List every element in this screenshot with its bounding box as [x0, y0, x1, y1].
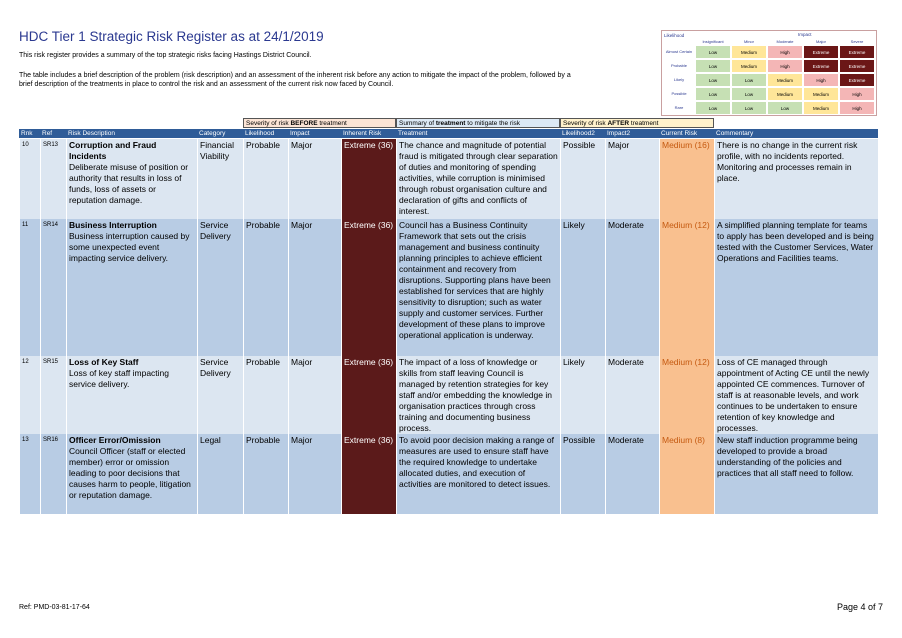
page-title: HDC Tier 1 Strategic Risk Register as at 24/1/2019	[19, 29, 324, 44]
cell-impact2: Moderate	[605, 219, 659, 356]
cell-commentary: Loss of CE managed through appointment of Acting CE until the newly appointed CE commences. Turnover of staff is at reasonable levels, and work continues to be undertaken to ensure retention of key knowledge and processes.	[714, 356, 878, 434]
col-description: Risk Description	[66, 129, 197, 138]
cell-current: Medium (16)	[659, 139, 714, 219]
col-rnk: Rnk	[19, 129, 40, 138]
cell-impact: Major	[288, 356, 341, 434]
cell-ref: SR16	[40, 434, 66, 514]
cell-impact: Major	[288, 434, 341, 514]
matrix-cell: Medium	[804, 88, 838, 100]
matrix-column-label: Minor	[743, 39, 754, 44]
matrix-row-label: Almost Certain	[665, 49, 693, 54]
risk-description-cell	[66, 219, 197, 356]
matrix-cell: High	[768, 60, 802, 72]
matrix-row-label: Possible	[671, 91, 687, 96]
col-impact: Impact	[288, 129, 341, 138]
cell-current: Medium (8)	[659, 434, 714, 514]
matrix-cell: Medium	[768, 74, 802, 86]
footer-reference: Ref: PMD-03-81-17-64	[19, 604, 90, 611]
risk-description: Council Officer (staff or elected member) error or omission leading to poor decisions that causes harm to people, litigation or reputation damage.	[69, 446, 191, 500]
cell-impact2: Moderate	[605, 356, 659, 434]
cell-ref: SR15	[40, 356, 66, 434]
matrix-cell: Medium	[732, 46, 766, 58]
risk-name: Business Interruption	[69, 220, 157, 230]
risk-description-cell	[66, 139, 197, 219]
cell-rnk: 11	[19, 219, 40, 356]
matrix-column-label: Severe	[850, 39, 864, 44]
matrix-cell: Low	[696, 88, 730, 100]
cell-inherent: Extreme (36)	[341, 139, 396, 219]
matrix-cell: Low	[696, 60, 730, 72]
cell-treatment: The impact of a loss of knowledge or skills from staff leaving Council is managed by retention strategies for key staff and/or embedding the knowledge in organisation practices through cross training and documenting business process.	[396, 356, 560, 434]
matrix-cell: Medium	[804, 102, 838, 114]
intro-description: The table includes a brief description of the problem (risk description) and an assessment of the inherent risk before any action to mitigate the impact of the problem, followed by a brief description of the treatments in place to control the risk and an assessment of the current risk now faced by Council.	[19, 72, 571, 88]
cell-likelihood2: Possible	[560, 139, 605, 219]
matrix-cell: Low	[732, 88, 766, 100]
cell-current: Medium (12)	[659, 219, 714, 356]
cell-rnk: 10	[19, 139, 40, 219]
cell-impact: Major	[288, 219, 341, 356]
cell-likelihood2: Likely	[560, 219, 605, 356]
col-commentary: Commentary	[714, 129, 878, 138]
matrix-cell: Low	[696, 46, 730, 58]
cell-impact2: Moderate	[605, 434, 659, 514]
matrix-cell: Low	[696, 102, 730, 114]
col-category: Category	[197, 129, 243, 138]
matrix-column-label: Moderate	[776, 39, 794, 44]
matrix-cell: Low	[768, 102, 802, 114]
matrix-cell: High	[840, 102, 874, 114]
cell-likelihood: Probable	[243, 139, 288, 219]
matrix-row-label: Likely	[673, 77, 685, 82]
risk-name: Loss of Key Staff	[69, 357, 139, 367]
band-treatment: Summary of treatment to mitigate the risk	[396, 118, 560, 128]
matrix-row-label: Probable	[670, 63, 687, 68]
band-after: Severity of risk AFTER treatment	[560, 118, 714, 128]
cell-current: Medium (12)	[659, 356, 714, 434]
cell-commentary: New staff induction programme being developed to provide a broad understanding of the policies and practices that all staff need to follow.	[714, 434, 878, 514]
matrix-cell: Low	[732, 74, 766, 86]
matrix-cell: Low	[732, 102, 766, 114]
cell-inherent: Extreme (36)	[341, 434, 396, 514]
matrix-impact-columns	[695, 39, 875, 44]
cell-likelihood: Probable	[243, 434, 288, 514]
risk-name: Corruption and Fraud Incidents	[69, 140, 157, 161]
cell-inherent: Extreme (36)	[341, 219, 396, 356]
matrix-cell: Extreme	[840, 46, 874, 58]
matrix-cell: Extreme	[840, 60, 874, 72]
cell-impact: Major	[288, 139, 341, 219]
matrix-likelihood-label: Likelihood	[664, 33, 685, 38]
matrix-cell: Medium	[732, 60, 766, 72]
col-likelihood2: Likelihood2	[560, 129, 605, 138]
col-likelihood: Likelihood	[243, 129, 288, 138]
col-impact2: Impact2	[605, 129, 659, 138]
matrix-cell: Low	[696, 74, 730, 86]
matrix-cell: Extreme	[804, 46, 838, 58]
intro-paragraph: This risk register provides a summary of the top strategic risks facing Hastings District Council.	[19, 52, 312, 59]
cell-commentary: A simplified planning template for teams to apply has been developed and is being tested with the Customer Services, Water Operations and Facilities teams.	[714, 219, 878, 356]
cell-category: Financial Viability	[197, 139, 243, 219]
risk-description-cell	[66, 434, 197, 514]
matrix-column-label: Insignificant	[702, 39, 724, 44]
matrix-cell: Extreme	[804, 60, 838, 72]
matrix-column-label: Major	[815, 39, 826, 44]
risk-description: Business interruption caused by some unexpected event impacting service delivery.	[69, 231, 190, 263]
cell-rnk: 12	[19, 356, 40, 434]
matrix-row-label: Rare	[674, 105, 684, 110]
matrix-cell: High	[804, 74, 838, 86]
cell-rnk: 13	[19, 434, 40, 514]
cell-category: Legal	[197, 434, 243, 514]
page-number: Page 4 of 7	[836, 602, 883, 612]
matrix-cell: Medium	[768, 88, 802, 100]
col-ref: Ref	[40, 129, 66, 138]
cell-ref: SR13	[40, 139, 66, 219]
cell-inherent: Extreme (36)	[341, 356, 396, 434]
cell-category: Service Delivery	[197, 356, 243, 434]
band-before: Severity of risk BEFORE treatment	[243, 118, 396, 128]
matrix-cell: High	[768, 46, 802, 58]
risk-matrix	[661, 30, 877, 116]
cell-impact2: Major	[605, 139, 659, 219]
cell-commentary: There is no change in the current risk profile, with no incidents reported. Monitoring and processes remain in place.	[714, 139, 878, 219]
matrix-cell: High	[840, 88, 874, 100]
cell-likelihood2: Likely	[560, 356, 605, 434]
risk-description: Loss of key staff impacting service delivery.	[69, 368, 170, 389]
cell-treatment: Council has a Business Continuity Framework that sets out the crisis management and business continuity planning principles to achieve efficient containment and recovery from disruptions. Supporting plans have been established for services that are highly sensitivity to disruption; such as water supply and customer services. Further development of these plans to improve operational application is underway.	[396, 219, 560, 356]
col-current-risk: Current Risk	[659, 129, 714, 138]
cell-likelihood: Probable	[243, 356, 288, 434]
cell-ref: SR14	[40, 219, 66, 356]
cell-category: Service Delivery	[197, 219, 243, 356]
matrix-impact-label: Impact	[798, 32, 812, 37]
risk-name: Officer Error/Omission	[69, 435, 161, 445]
col-inherent-risk: Inherent Risk	[341, 129, 396, 138]
cell-likelihood2: Possible	[560, 434, 605, 514]
risk-description-cell	[66, 356, 197, 434]
col-treatment: Treatment	[396, 129, 560, 138]
cell-treatment: To avoid poor decision making a range of measures are used to ensure staff have the required knowledge to undertake allocated duties, and execution of activities are monitored to detect issues.	[396, 434, 560, 514]
cell-likelihood: Probable	[243, 219, 288, 356]
risk-description: Deliberate misuse of position or authority that results in loss of funds, loss of assets or reputation damage.	[69, 162, 189, 205]
cell-treatment: The chance and magnitude of potential fraud is mitigated through clear separation of duties and monitoring of spending activities, while corruption is minimised through robust organisation culture and declaration of gifts and conflicts of interest.	[396, 139, 560, 219]
matrix-cell: Extreme	[840, 74, 874, 86]
